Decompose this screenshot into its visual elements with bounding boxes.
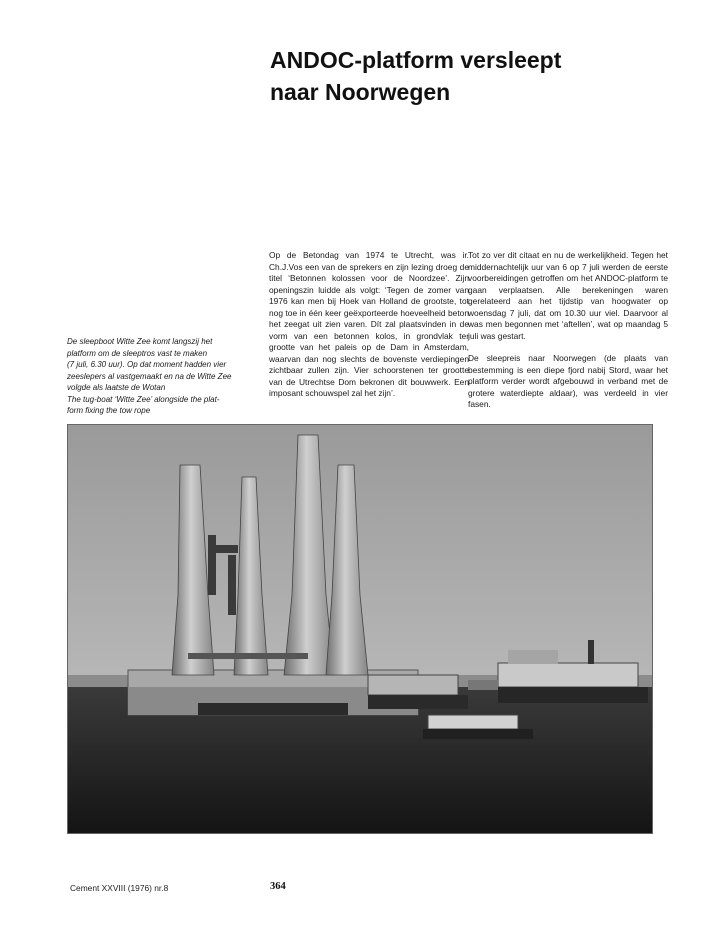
- article-title-line-2: naar Noorwegen: [270, 79, 451, 105]
- journal-reference: Cement XXVIII (1976) nr.8: [70, 883, 169, 893]
- caption-line: form fixing the tow rope: [67, 406, 151, 415]
- paragraph: Op de Betondag van 1974 te Utrecht, was ir. Ch.J.Vos een van de sprekers en zijn lezing droeg de titel ‘Betonnen kolossen voor de Noordzee’. Zijn openingszin luidde als volgt: ‘Tegen de zomer van 1976 kan men bij Hoek van Holland de grootste, tot nog toe in één keer geëxporteerde hoeveelheid beton het zeegat uit zien varen. Dít zal plaatsvinden in de vorm van een betonnen kolos, in grondvlak ter grootte van het paleis op de Dam in Amsterdam, waarvan dan nog slechts de bovenste verdiepingen zichtbaar zullen zijn. Vier schoorstenen ter grootte van de Utrechtse Dom bekronen dit bouwwerk. Een imposant schouwspel zal het zijn’.: [269, 250, 469, 398]
- photo-caption: [67, 336, 267, 417]
- page-number: 364: [270, 881, 286, 892]
- paragraph: De sleepreis naar Noorwegen (de plaats van bestemming is een diepe fjord nabij Stord, waar het platform verder wordt afgebouwd in verband met de grotere waterdiepte aldaar), was verdeeld in vier fasen.: [468, 353, 668, 409]
- text-column-1: [269, 250, 469, 411]
- article-title-line-1: ANDOC-platform versleept: [270, 47, 562, 73]
- text-column-2: [468, 250, 668, 422]
- platform-photo: [67, 424, 653, 834]
- caption-line: The tug-boat ‘Witte Zee’ alongside the plat-: [67, 394, 220, 404]
- article-title: [270, 44, 690, 108]
- caption-line: De sleepboot Witte Zee komt langszij het: [67, 337, 213, 346]
- caption-line: zeeslepers al vastgemaakt en na de Witte Zee: [67, 371, 232, 381]
- paragraph: Tot zo ver dit citaat en nu de werkelijkheid. Tegen het middernachtelijk uur van 6 op 7 juli werden de eerste voorbereidingen getroffen om het ANDOC-platform te gaan verplaatsen. Alle berekeningen waren gerelateerd aan het tijdstip van hoogwater op woensdag 7 juli, dat om 10.30 uur viel. Daarvoor al was men begonnen met ‘aftellen’, wat op maandag 5 juli was gestart.: [468, 250, 668, 341]
- caption-line: platform om de sleeptros vast te maken: [67, 348, 208, 358]
- caption-line: (7 juli, 6.30 uur). Op dat moment hadden vier: [67, 360, 227, 369]
- photo-illustration: [68, 425, 652, 833]
- caption-line: volgde als laatste de Wotan: [67, 383, 166, 392]
